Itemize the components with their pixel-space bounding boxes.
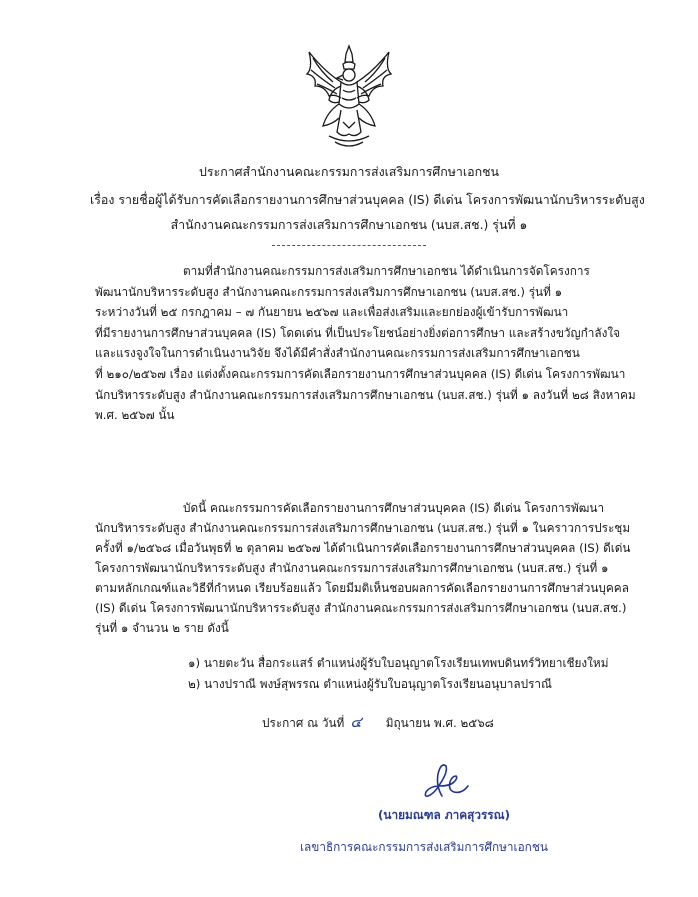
paragraph-2 bbox=[95, 498, 631, 638]
awardee-list bbox=[188, 653, 608, 695]
announcement-title: ประกาศสำนักงานคณะกรรมการส่งเสริมการศึกษาเอกชน bbox=[199, 164, 499, 179]
paragraph-line: รุ่นที่ ๑ จำนวน ๒ ราย ดังนี้ bbox=[95, 621, 229, 635]
announcement-subject-cont: สำนักงานคณะกรรมการส่งเสริมการศึกษาเอกชน (นบส.สช.) รุ่นที่ ๑ bbox=[170, 217, 528, 232]
garuda-emblem-icon bbox=[299, 42, 399, 152]
signer-name: (นายมณฑล ภาคสุวรรณ) bbox=[378, 808, 510, 822]
paragraph-line: ครั้งที่ ๑/๒๕๖๘ เมื่อวันพุธที่ ๒ ตุลาคม ๒๕๖๗ ได้ดำเนินการคัดเลือกรายงานการศึกษาส่วนบุคคล (IS) ดีเด่น bbox=[95, 541, 631, 555]
paragraph-line: นักบริหารระดับสูง สำนักงานคณะกรรมการส่งเสริมการศึกษาเอกชน (นบส.สช.) รุ่นที่ ๑ ลงวันที่ ๒๘ สิงหาคม bbox=[95, 387, 636, 402]
paragraph-line: พัฒนานักบริหารระดับสูง สำนักงานคณะกรรมการส่งเสริมการศึกษาเอกชน (นบส.สช.) รุ่นที่ ๑ bbox=[95, 284, 563, 299]
date-day-handwritten: ๔ bbox=[350, 713, 362, 731]
paragraph-line: โครงการพัฒนานักบริหารระดับสูง สำนักงานคณะกรรมการส่งเสริมการศึกษาเอกชน (นบส.สช.) รุ่นที่ ๑ bbox=[95, 561, 609, 575]
paragraph-line: ตามหลักเกณฑ์และวิธีที่กำหนด เรียบร้อยแล้ว โดยมีมติเห็นชอบผลการคัดเลือกรายงานการศึกษาส่วนบุคคล bbox=[95, 581, 629, 595]
paragraph-line: (IS) ดีเด่น โครงการพัฒนานักบริหารระดับสูง สำนักงานคณะกรรมการส่งเสริมการศึกษาเอกชน (นบส.สช.) bbox=[95, 601, 627, 615]
signature-icon bbox=[414, 756, 474, 802]
paragraph-line: นักบริหารระดับสูง สำนักงานคณะกรรมการส่งเสริมการศึกษาเอกชน (นบส.สช.) รุ่นที่ ๑ ในคราวการประชุม bbox=[95, 521, 631, 535]
date-month-year: มิถุนายน พ.ศ. ๒๕๖๘ bbox=[385, 716, 494, 730]
paragraph-line: ที่ ๒๑๐/๒๕๖๗ เรื่อง แต่งตั้งคณะกรรมการคัดเลือกรายงานการศึกษาส่วนบุคคล (IS) ดีเด่น โครงการพัฒนา bbox=[95, 366, 626, 381]
title-divider bbox=[272, 245, 426, 246]
announcement-subject: เรื่อง รายชื่อผู้ได้รับการคัดเลือกรายงานการศึกษาส่วนบุคคล (IS) ดีเด่น โครงการพัฒนานักบริหารระดับสูง bbox=[90, 192, 645, 207]
signer-position: เลขาธิการคณะกรรมการส่งเสริมการศึกษาเอกชน bbox=[300, 840, 548, 854]
paragraph-line: ที่มีรายงานการศึกษาส่วนบุคคล (IS) โดดเด่น ที่เป็นประโยชน์อย่างยิ่งต่อการศึกษา และสร้างขวัญกำลังใจ bbox=[95, 325, 621, 340]
list-item: ๒) นางปราณี พงษ์สุพรรณ ตำแหน่งผู้รับใบอนุญาตโรงเรียนอนุบาลปราณี bbox=[188, 677, 552, 691]
paragraph-line: ตามที่สำนักงานคณะกรรมการส่งเสริมการศึกษาเอกชน ได้ดำเนินการจัดโครงการ bbox=[183, 264, 590, 278]
paragraph-1 bbox=[95, 261, 636, 426]
list-item: ๑) นายตะวัน สื่อกระแสร์ ตำแหน่งผู้รับใบอนุญาตโรงเรียนเทพบดินทร์วิทยาเชียงใหม่ bbox=[188, 656, 609, 670]
announcement-date bbox=[262, 710, 494, 734]
paragraph-line: ระหว่างวันที่ ๒๕ กรกฎาคม – ๗ กันยายน ๒๕๖๗ และเพื่อส่งเสริมและยกย่องผู้เข้ารับการพัฒนา bbox=[95, 305, 569, 320]
paragraph-line: และแรงจูงใจในการดำเนินงานวิจัย จึงได้มีคำสั่งสำนักงานคณะกรรมการส่งเสริมการศึกษาเอกชน bbox=[95, 346, 580, 361]
paragraph-line: บัดนี้ คณะกรรมการคัดเลือกรายงานการศึกษาส่วนบุคคล (IS) ดีเด่น โครงการพัฒนา bbox=[183, 501, 605, 515]
date-prefix: ประกาศ ณ วันที่ bbox=[262, 716, 345, 730]
paragraph-line: พ.ศ. ๒๕๖๗ นั้น bbox=[95, 408, 175, 423]
